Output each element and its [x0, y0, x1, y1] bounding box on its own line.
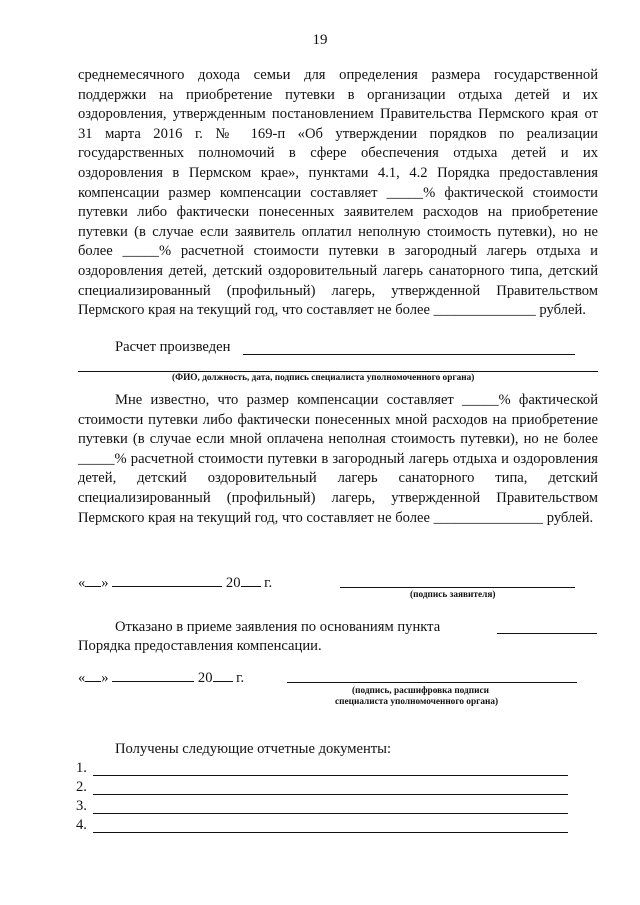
month-blank-2[interactable]	[112, 667, 194, 682]
docs-heading: Получены следующие отчетные документы:	[115, 741, 392, 757]
applicant-caption: (подпись заявителя)	[410, 590, 496, 600]
date-year-prefix: 20	[225, 575, 241, 591]
refusal-clause-blank[interactable]	[497, 633, 597, 634]
official-caption-1: (подпись, расшифровка подписи	[352, 686, 489, 696]
refusal-text: Отказано в приеме заявления по основаниям пункта	[115, 619, 441, 635]
applicant-date	[78, 572, 272, 593]
official-caption-2: специалиста уполномоченного органа)	[335, 697, 499, 707]
acknowledgement-text: Мне известно, что размер компенсации составляет _____% фактической стоимости путевки либо фактически понесенных мной расходов на приобретение путевки (в случае если мной оплачена неполная стоимость путевки), но не более _____% расчетной стоимости путевки в загородный лагерь отдыха и оздоровления детей, детский оздоровительный лагерь санаторного типа, детский специализированный (профильный) лагерь, утвержденной Правительством Пермского края на текущий год, что составляет не более _______________ рублей.	[78, 392, 598, 526]
doc-item-line[interactable]	[93, 794, 568, 795]
doc-item-number: 2.	[76, 779, 87, 795]
official-date	[78, 667, 244, 688]
doc-item-number: 4.	[76, 817, 87, 833]
date-year-suffix: г.	[264, 575, 273, 591]
date-quote-close-2: »	[101, 670, 109, 686]
year-blank[interactable]	[241, 572, 261, 587]
official-signature-line[interactable]	[287, 682, 577, 683]
year-blank-2[interactable]	[213, 667, 233, 682]
day-blank[interactable]	[85, 572, 101, 587]
calc-signature-line[interactable]	[243, 354, 575, 355]
doc-item-number: 3.	[76, 798, 87, 814]
date-quote-open-2: «	[78, 670, 86, 686]
doc-item-number: 1.	[76, 760, 87, 776]
calc-signature-line-full[interactable]	[78, 371, 598, 372]
refusal-text-2: Порядка предоставления компенсации.	[78, 638, 322, 654]
date-year-prefix-2: 20	[197, 670, 213, 686]
date-year-suffix-2: г.	[236, 670, 245, 686]
doc-item-line[interactable]	[93, 832, 568, 833]
specialist-caption: (ФИО, должность, дата, подпись специалиста уполномоченного органа)	[172, 373, 475, 383]
date-quote-open: «	[78, 575, 86, 591]
acknowledgement-paragraph	[78, 391, 598, 528]
date-quote-close: »	[101, 575, 109, 591]
doc-item-line[interactable]	[93, 813, 568, 814]
calc-label: Расчет произведен	[115, 339, 231, 355]
page-number: 19	[312, 32, 328, 48]
compensation-paragraph	[78, 66, 598, 321]
day-blank-2[interactable]	[85, 667, 101, 682]
applicant-signature-line[interactable]	[340, 587, 575, 588]
compensation-text: среднемесячного дохода семьи для определения размера государственной поддержки на приобретение путевки в организации отдыха детей и их оздоровления, утвержденным постановлением Правительства Пермского края от 31 марта 2016 г. № 169-п «Об утверждении порядков по реализации государственных полномочий в сфере обеспечения отдыха детей и их оздоровления в Пермском крае», пунктами 4.1, 4.2 Порядка предоставления компенсации размер компенсации составляет _____% фактической стоимости путевки либо фактически понесенных заявителем расходов на приобретение путевки (в случае если заявитель оплатил неполную стоимость путевки), но не более _____% расчетной стоимости путевки в загородный лагерь отдыха и оздоровления детей, детский оздоровительный лагерь санаторного типа, детский специализированный (профильный) лагерь, утвержденной Правительством Пермского края на текущий год, что составляет не более ______________ рублей.	[78, 67, 598, 319]
doc-item-line[interactable]	[93, 775, 568, 776]
month-blank[interactable]	[112, 572, 222, 587]
